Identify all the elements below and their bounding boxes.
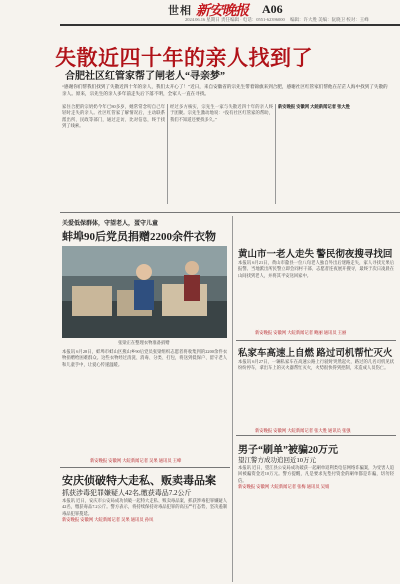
story4-body-text: 本报讯 6月21日，黄山市歙县一位八旬老人独自外出后迷路走失，家人寻找无果后报警。当地派出所民警立即会同村干部、志愿者连夜展开搜寻，最终于次日凌晨在山间找到老人，并将其平安送回家中。	[238, 260, 394, 278]
story6-body-text: 本报讯 近日，望江县公安局成功破获一起刷单返利类电信网络诈骗案，为受害人追回被骗资金近10万元。警方提醒，凡是要求先垫付资金的刷单都是诈骗，切勿轻信。	[238, 465, 394, 483]
lead-headline: 失散近四十年的亲人找到了	[55, 46, 313, 70]
lead-body-col1	[62, 104, 165, 209]
story3-body	[62, 498, 227, 582]
story3-headline: 安庆侦破特大走私、贩卖毒品案	[62, 475, 216, 487]
story4-body	[238, 260, 394, 330]
lead-body-text-b: 经过多方核实，宗先生一家与失散近四十年的亲人终于团聚。宗先生激动地说：“没有社区红管家的帮助，我们不知道还要找多久。”	[170, 104, 273, 122]
story4-headline: 黄山市一老人走失 警民彻夜搜寻找回	[238, 250, 393, 260]
newspaper-logo: 新安晚报	[196, 4, 248, 19]
story4-byline: 新安晚报 安徽网 大皖新闻记者 鲍丽 通讯员 王丽	[255, 330, 347, 335]
photo-illustration	[62, 246, 227, 338]
story5-body-text: 本报讯 6月27日，一辆私家车在高速公路上行驶时突然起火，路过的几名司机见状纷纷停车，拿出车上的灭火器帮忙灭火，火势很快得到控制，未造成人员伤亡。	[238, 359, 394, 371]
story6-subhead: 望江警方成功追回近10万元	[238, 457, 316, 464]
lead-subhead: 合肥社区红管家帮了闸老人“寻亲梦”	[65, 71, 225, 82]
lead-body-text-a: 家住合肥的宗奶奶今年已80多岁，她常常念叨自己年轻时走失的亲人。社区红管家了解情况后，主动联系派出所、民政等部门，通过走访、比对信息，终于找到了线索。	[62, 104, 165, 129]
editor-line: 编辑：许大胜 美编：阮晓卫 校对：王峰	[290, 17, 369, 22]
masthead-rule	[60, 24, 400, 26]
story3-subhead: 抓获涉毒犯罪嫌疑人42名,缴获毒品7.2公斤	[62, 489, 192, 497]
story5-headline: 私家车高速上自燃 路过司机帮忙灭火	[238, 349, 393, 359]
lead-body-col3	[278, 104, 393, 209]
donation-photo	[62, 246, 227, 338]
page-number: A06	[262, 2, 283, 16]
story2-headline: 蚌埠90后党员捐赠2200余件衣物	[62, 231, 216, 243]
photo-caption: 张梁正在整理衣物准备捐赠	[118, 340, 170, 345]
lead-body-col2	[170, 104, 273, 209]
story6-headline: 男子“刷单”被骗20万元	[238, 445, 338, 456]
story2-kicker: 关爱低保群体，守望老人，蛋守儿童	[62, 221, 159, 227]
col-divider	[167, 104, 168, 204]
story6-body	[238, 465, 394, 582]
story5-body	[238, 359, 394, 429]
masthead	[0, 0, 400, 22]
section-rule	[236, 435, 396, 436]
story6-byline: 新安晚报 安徽网 大皖新闻记者 张梅 通讯员 吴娟	[238, 484, 330, 490]
story5-byline: 新安晚报 安徽网 大皖新闻记者 张大胜 通讯员 张强	[255, 428, 351, 433]
story2-byline: 新安晚报 安徽网 大皖新闻记者 吴果 通讯员 王峰	[90, 458, 182, 463]
date-line: 2024.06.16 星期日 责任编辑 · 电话：0551-62396000	[185, 17, 285, 22]
section-rule	[60, 467, 230, 468]
section-name: 世相	[168, 5, 192, 17]
section-rule	[60, 212, 400, 213]
section-rule	[236, 340, 396, 341]
lead-byline: 新安晚报 安徽网 大皖新闻记者 张大胜	[278, 104, 350, 109]
col-divider	[232, 216, 233, 582]
story3-byline: 新安晚报 安徽网 大皖新闻记者 吴果 通讯员 孙凤	[62, 517, 154, 523]
story2-body-text: 本报讯 6月28日，蚌埠市蚌山区燕山乡90后党员张梁组织志愿者将收集到的2200余件衣物捐赠给困难群众。这些衣物经过清洗、消毒、分类、打包，将送到低保户、留守老人和儿童手中，让爱心传递温暖。	[62, 349, 227, 367]
lead-intro: “感谢你们帮我们找到了失散近四十年的亲人，我们太开心了！”近日，来自安徽省的宗先生带着锦旗来到合肥，感谢社区红管家们帮他在茫茫人海中找到了失散的亲人。原来，宗先生的亲人多年前走失后下落不明，全家人一直在寻找。	[62, 84, 388, 96]
story3-body-text: 本报讯 近日，安庆市公安局成功侦破一起特大走私、贩卖毒品案，抓获涉毒犯罪嫌疑人42名，缴获毒品7.2公斤。警方表示，将持续保持对毒品犯罪的高压严打态势，坚决遏制毒品犯罪蔓延。	[62, 498, 227, 516]
col-divider	[275, 104, 276, 204]
story2-body	[62, 349, 227, 455]
